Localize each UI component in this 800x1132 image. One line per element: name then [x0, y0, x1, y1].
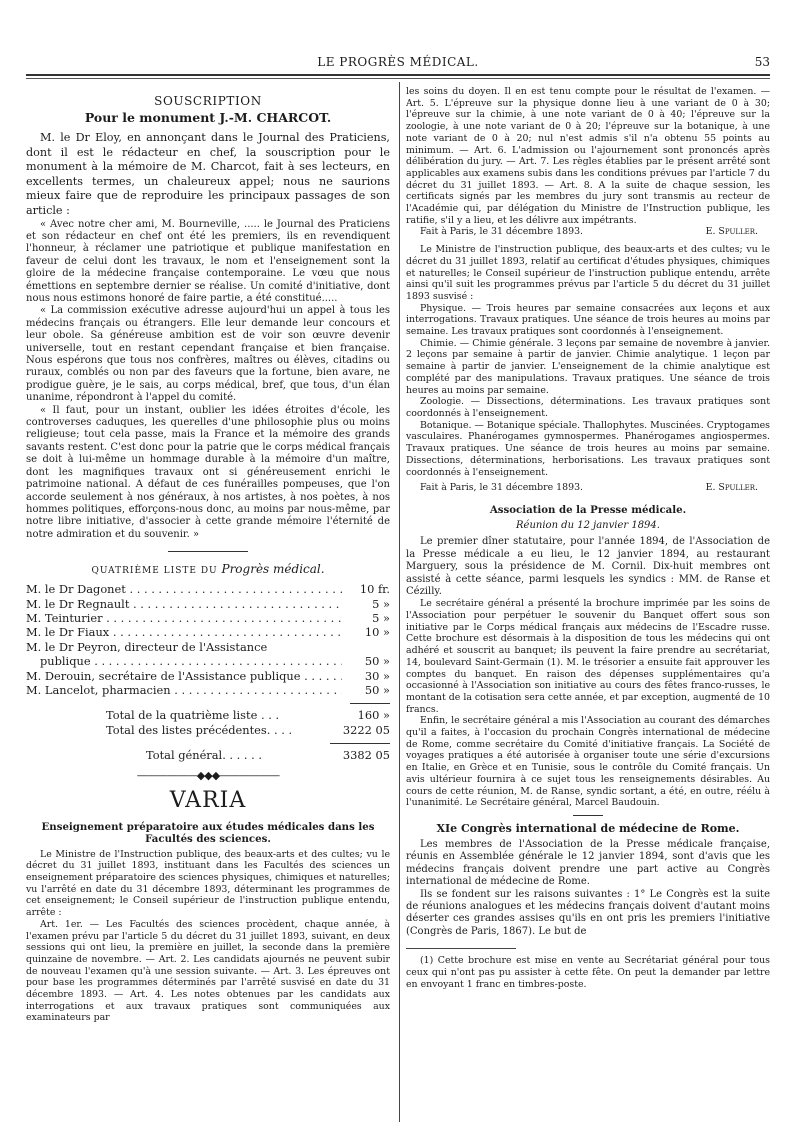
donor-row: [26, 640, 390, 654]
section-rule: [573, 815, 603, 816]
subscription-subtitle: Pour le monument J.-M. CHARCOT.: [84, 110, 332, 125]
footnote-rule: [406, 948, 516, 949]
donor-amount: 10 »: [342, 625, 390, 639]
page-number: 53: [754, 55, 770, 69]
donor-name: M. Teinturier . . .: [26, 611, 342, 625]
total-row: [26, 723, 390, 737]
presse-paragraph: Le premier dîner statutaire, pour l'année 1894, de l'Association de la Presse médicale a eu lieu, le 12 janvier 1894, au restaurant Marguery, sous la présidence de M. Cornil. Dix-huit membres ont assisté à cette séance, parmi lesquels les syndics : MM. de Ranse et Cézilly.: [406, 536, 770, 597]
subscription-paragraph: M. le Dr Eloy, en annonçant dans le Journal des Praticiens, dont il est le rédacteur en chef, la souscription pour le monument à la mémoire de M. Charcot, fait à ses lecteurs, en excellents termes, un chaleureux appel; nous ne saurions mieux faire que de reproduire les principaux passages de son article :: [26, 131, 390, 217]
section-rule: [168, 551, 248, 552]
presse-subtitle: Réunion du 12 janvier 1894.: [516, 519, 660, 531]
donor-amount: 50 »: [342, 654, 390, 668]
signature-line: [406, 226, 770, 238]
total-label: Total des listes précédentes. . . .: [106, 722, 293, 737]
congres-title: XIe Congrès international de médecine de Rome.: [436, 822, 740, 835]
total-amount: 160 »: [357, 708, 390, 723]
congres-paragraph: Les membres de l'Association de la Presse médicale française, réunis en Assemblée générale le 12 janvier 1894, sont d'avis que les médecins français doivent prendre une part active au Congrès international de médecine de Rome.: [406, 839, 770, 888]
signature-name: E. Spuller.: [705, 226, 758, 238]
donor-name: M. le Dr Dagonet . . .: [26, 582, 342, 596]
column-divider: [399, 82, 400, 1122]
quote-paragraph: « Il faut, pour un instant, oublier les idées étroites d'école, les controverses caduques, les querelles d'une philosophie plus ou moins religieuse; tout cela passe, mais la France et la mémoire des grands savants restent. C'est donc pour la patrie que le corps médical français se doit à lui-même un hommage durable à la mémoire d'un maître, dont les magnifiques travaux ont si généreusement enrichi le patrimoine national. A défaut de ces funérailles pompeuses, que l'on accorde seulement à nos généraux, à nos artistes, à nos poètes, à nos hommes politiques, efforçons-nous donc, au moins par nous-même, par notre libre initiative, d'associer à cette grande mémoire l'éternité de notre admiration et du souvenir. »: [26, 404, 390, 540]
donor-name: M. Derouin, secrétaire de l'Assistance publique . . .: [26, 669, 342, 683]
total-amount: 3222 05: [342, 722, 390, 737]
quote-paragraph: « La commission exécutive adresse aujourd'hui un appel à tous les médecins français ou étrangers. Elle leur demande leur concours et leur obole. Sa généreuse ambition est de voir son œuvre devenir universelle, tout en restant cependant française et bien française. Nous espérons que tous nos confrères, maîtres ou élèves, citadins ou ruraux, comblés ou non par des faveurs que la fortune, bien avare, ne prodigue guère, je le sais, au corps médical, bref, que tous, d'un élan unanime, répondront à l'appel du comité.: [26, 305, 390, 404]
header-rule: [26, 74, 770, 76]
donor-row: [26, 611, 390, 625]
list-title-journal: Progrès médical.: [221, 562, 325, 577]
totals-rule: [350, 703, 390, 704]
presse-paragraph: Le secrétaire général a présenté la brochure imprimée par les soins de l'Association pour perpétuer le souvenir du Banquet offert sous son initiative par le Corps médical français aux médecins de l'Escadre russe. Cette brochure est désormais à la disposition de tous les médecins qui ont adhéré et souscrit au banquet; ils peuvent la faire prendre au secrétariat, 14, boulevard Saint-Germain (1). M. le trésorier a ensuite fait approuver les comptes du banquet. En raison des dépenses supplémentaires qu'a occasionné à l'Association son initiative au cours des fêtes franco-russes, le montant de la cotisation sera cette année, et par exception, augmenté de 10 francs.: [406, 598, 770, 715]
programme-paragraph: Zoologie. — Dissections, déterminations. Les travaux pratiques sont coordonnés à l'enseignement.: [406, 396, 770, 419]
grand-total-amount: 3382 05: [342, 748, 390, 763]
header-rule-thin: [26, 78, 770, 79]
presse-paragraph: Enfin, le secrétaire général a mis l'Association au courant des démarches qu'il a faites, à l'occasion du prochain Congrès international de médecine de Rome, comme secrétaire du Comité d'initiative français. La Société de voyages pratiques a été autorisée à organiser toute une série d'excursions en Italie, en Grèce et en Tunisie, sous le contrôle du Comité français. Un avis ultérieur fournira à ce sujet tous les renseignements désirables. Au cours de cette réunion, M. de Ranse, syndic sortant, a été, en outre, réélu à l'unanimité. Le Secrétaire général, Marcel Baudouin.: [406, 715, 770, 809]
donor-name: M. le Dr Fiaux . . .: [26, 625, 342, 639]
donor-amount: 5 »: [342, 597, 390, 611]
left-column: [26, 86, 390, 1126]
donor-name: M. Lancelot, pharmacien . . .: [26, 683, 342, 697]
varia-title: VARIA: [169, 787, 247, 813]
signature-line: [406, 482, 770, 494]
list-title-prefix: QUATRIÈME LISTE DU: [91, 566, 218, 577]
presse-title: Association de la Presse médicale.: [489, 503, 687, 516]
grand-total-row: [26, 748, 390, 762]
enseignement-paragraph: Art. 1er. — Les Facultés des sciences procèdent, chaque année, à l'examen prévu par l'article 5 du décret du 31 juillet 1893, suivant, en deux sessions qui ont lieu, la première en juillet, la seconde dans la première quinzaine de novembre. — Art. 2. Les candidats ajournés ne peuvent subir de nouveau l'examen qu'à une session suivante. — Art. 3. Les épreuves ont pour base les programmes déterminés par l'arrêté susvisé en date du 31 décembre 1893. — Art. 4. Les notes obtenues par les candidats aux interrogations et aux travaux pratiques sont communiquées aux examinateurs par: [26, 918, 390, 1024]
journal-title: LE PROGRÈS MÉDICAL.: [317, 55, 479, 69]
enseignement-title: Enseignement préparatoire aux études médicales dans les Facultés des sciences.: [41, 820, 375, 845]
donor-name: publique . . .: [26, 654, 342, 668]
donor-list: [26, 582, 390, 697]
list-title: [26, 562, 390, 576]
right-column: [406, 86, 770, 1126]
donor-row: [26, 625, 390, 639]
signature-name: E. Spuller.: [705, 482, 758, 494]
donor-row: [26, 654, 390, 668]
donor-name: M. le Dr Regnault . . .: [26, 597, 342, 611]
programme-paragraph: Chimie. — Chimie générale. 3 leçons par semaine de novembre à janvier. 2 leçons par semaine à partir de janvier. Chimie analytique. 1 leçon par semaine à partir de janvier. L'enseignement de la chimie analytique est complété par des manipulations. Travaux pratiques. Une séance de trois heures au moins par semaine.: [406, 337, 770, 396]
donor-name: M. le Dr Peyron, directeur de l'Assistance: [26, 639, 268, 654]
programme-paragraph: Botanique. — Botanique spéciale. Thallophytes. Muscinées. Cryptogames vasculaires. Phanérogames gymnospermes. Phanérogames angiospermes. Travaux pratiques. Une séance de trois heures au moins par semaine. Dissections, déterminations, herborisations. Les travaux pratiques sont coordonnés à l'enseignement.: [406, 419, 770, 478]
donor-row: [26, 597, 390, 611]
total-label: Total de la quatrième liste . . .: [106, 708, 280, 723]
enseignement-paragraph: Le Ministre de l'Instruction publique, des beaux-arts et des cultes; vu le décret du 31 juillet 1893, instituant dans les Facultés des sciences un enseignement préparatoire des sciences physiques, chimiques et naturelles; vu l'arrêté en date du 31 décembre 1893, déterminant les programmes de cet enseignement; le Conseil supérieur de l'instruction publique entendu, arrête :: [26, 848, 390, 919]
donor-amount: 5 »: [342, 611, 390, 625]
signature-date: Fait à Paris, le 31 décembre 1893.: [420, 482, 584, 494]
donor-amount: 50 »: [342, 683, 390, 697]
running-head: [26, 55, 770, 73]
congres-paragraph: Ils se fondent sur les raisons suivantes : 1° Le Congrès est la suite de réunions analogues et les médecins français doivent d'autant moins déserter ces grandes assises qu'ils en ont pris les premiers l'initiative (Congrès de Paris, 1867). Le but de: [406, 888, 770, 937]
total-row: [26, 708, 390, 722]
arrete-paragraph: les soins du doyen. Il en est tenu compte pour le résultat de l'examen. — Art. 5. L'épreuve sur la physique donne lieu à une variant de 0 à 30; l'épreuve sur la chimie, à une note variant de 0 à 40; l'épreuve sur la zoologie, à une note variant de 0 à 20; l'épreuve sur la botanique, à une note variant de 0 à 20; nul n'est admis s'il n'a obtenu 55 points au minimum. — Art. 6. L'admission ou l'ajournement sont prononcés après délibération du jury. — Art. 7. Les règles établies par le présent arrêté sont applicables aux examens subis dans les conditions prévues par l'article 7 du décret du 31 juillet 1893. — Art. 8. A la suite de chaque session, les certificats signés par les membres du jury sont transmis au recteur de l'Académie qui, par délégation du Ministre de l'Instruction publique, les ratifie, s'il y a lieu, et les délivre aux impétrants.: [406, 86, 770, 226]
footnote: (1) Cette brochure est mise en vente au Secrétariat général pour tous ceux qui n'ont pas pu assister à cette fête. On peut la demander par lettre en envoyant 1 franc en timbres-poste.: [406, 955, 770, 990]
programme-paragraph: Physique. — Trois heures par semaine consacrées aux leçons et aux interrogations. Travaux pratiques. Une séance de trois heures au moins par semaine. Les travaux pratiques sont coordonnés à l'enseignement.: [406, 302, 770, 338]
quote-paragraph: « Avec notre cher ami, M. Bourneville, ..... le Journal des Praticiens et son rédacteur en chef ont été les premiers, ils en revendiquent l'honneur, à réclamer une patriotique et publique manifestation en faveur de celui dont les travaux, le nom et l'enseignement sont la gloire de la médecine française contemporaine. Le vœu que nous émettions en septembre dernier se réalise. Un comité d'initiative, dont nous nous estimons honoré de faire partie, a été constitué.....: [26, 218, 390, 304]
ornament-divider: ——————◆◆◆——————: [136, 768, 280, 782]
signature-date: Fait à Paris, le 31 décembre 1893.: [420, 226, 584, 238]
grand-total-rule: [330, 743, 390, 744]
programme-paragraph: Le Ministre de l'instruction publique, des beaux-arts et des cultes; vu le décret du 31 juillet 1893, relatif au certificat d'études physiques, chimiques et naturelles; le Conseil supérieur de l'instruction publique entendu, arrête ainsi qu'il suit les programmes prévus par l'article 5 du décret du 31 juillet 1893 susvisé :: [406, 244, 770, 302]
donor-row: [26, 582, 390, 596]
donor-row: [26, 683, 390, 697]
donor-amount: 30 »: [342, 669, 390, 683]
subscription-title: SOUSCRIPTION: [154, 94, 262, 108]
donor-row: [26, 669, 390, 683]
donor-amount: 10 fr.: [342, 582, 390, 596]
grand-total-label: Total général. . . . . .: [146, 748, 263, 763]
donor-amount: [342, 640, 390, 654]
